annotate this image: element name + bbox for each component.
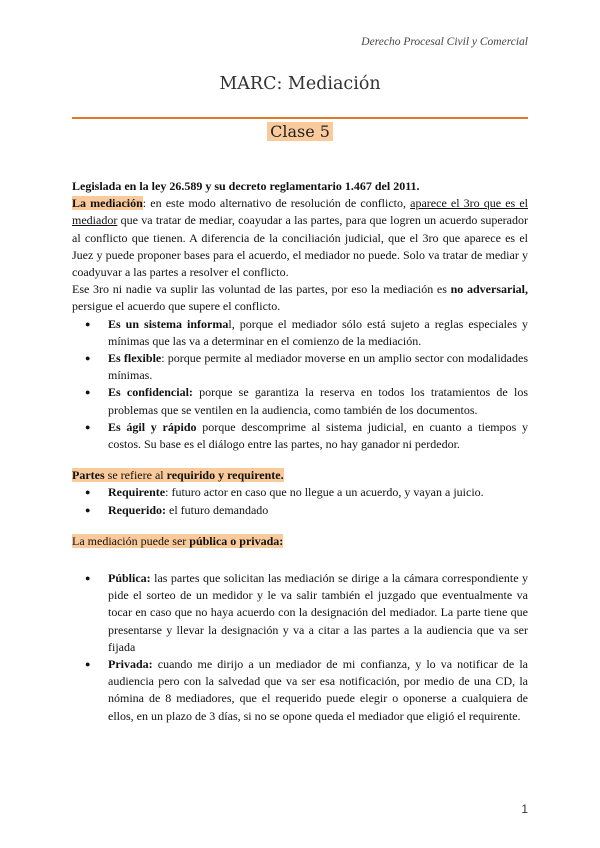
features-list [72,316,528,454]
running-header: Derecho Procesal Civil y Comercial [361,36,528,48]
adversarial-paragraph: Ese 3ro ni nadie va suplir las voluntad de las partes, por eso la mediación es no adversarial, persigue el acuerdo que supere el conflicto. [72,282,528,314]
class-subtitle: Clase 5 [267,122,333,141]
spacer [72,453,528,467]
spacer [72,519,528,533]
document-body [72,178,528,725]
page-number: 1 [521,802,528,816]
list-item: ● Es ágil y rápido porque descomprime al sistema judicial, en cuanto a tiempos y costos. Su base es el diálogo entre las partes, no hay ganador ni perdedor. [108,419,528,453]
definition-term: La mediación [72,196,143,211]
definition-underlined: aparece el 3ro que es el mediador [72,196,529,228]
list-item: ● Privada: cuando me dirijo a un mediador de mi confianza, y lo va notificar de la audiencia pero con la salvedad que va ser esa notificación, por medio de una CD, la nómina de 8 mediadores, que el requerido puede elegir o oponerse a cualquiera de ellos, en un plazo de 3 días, si no se opone queda el mediador que eligió el requirente. [108,656,528,725]
no-adversarial-term: no adversarial, [450,282,528,297]
spacer [72,550,528,570]
definition-paragraph: La mediación: en este modo alternativo de resolución de conflicto, aparece el 3ro que es el mediador que va tratar de mediar, coayudar a las partes, para que logren un acuerdo superador al conflicto que tienen. A diferencia de la conciliación judicial, que el 3ro que aparece es el Juez y puede proponer bases para el acuerdo, el mediador no puede. Solo va tratar de mediar y coadyuvar a las partes a resolver el conflicto. [72,196,529,280]
document-title: MARC: Mediación [219,74,381,94]
list-item: ● Es confidencial: porque se garantiza la reserva en todos los tratamientos de los problemas que se ventilen en la audiencia, como también de los documentos. [108,384,528,418]
parties-list [72,484,528,518]
law-heading: Legislada en la ley 26.589 y su decreto reglamentario 1.467 del 2011. [72,179,420,193]
list-item: ● Es un sistema informal, porque el mediador sólo está sujeto a reglas especiales y mínimas que las va a determinar en el comienzo de la mediación. [108,316,528,350]
parties-heading: Partes se refiere al requirido y requirente. [72,468,284,483]
title-divider [72,117,528,119]
types-list [72,570,528,725]
types-heading: La mediación puede ser pública o privada: [72,533,284,548]
list-item: ● Requerido: el futuro demandado [108,502,528,519]
list-item: ● Requirente: futuro actor en caso que no llegue a un acuerdo, y vayan a juicio. [108,484,528,501]
list-item: ● Es flexible: porque permite al mediador moverse en un amplio sector con modalidades mínimas. [108,350,528,384]
list-item: ● Pública: las partes que solicitan las mediación se dirige a la cámara correspondiente y pide el sorteo de un medidor y le va salir también el juzgado que eventualmente va tocar en caso que no haya acuerdo con la designación del mediador. La parte tiene que presentarse y llevar la designación y va a citar a las partes a la audiencia que va ser fijada [108,570,528,656]
subtitle-wrap [0,122,600,142]
